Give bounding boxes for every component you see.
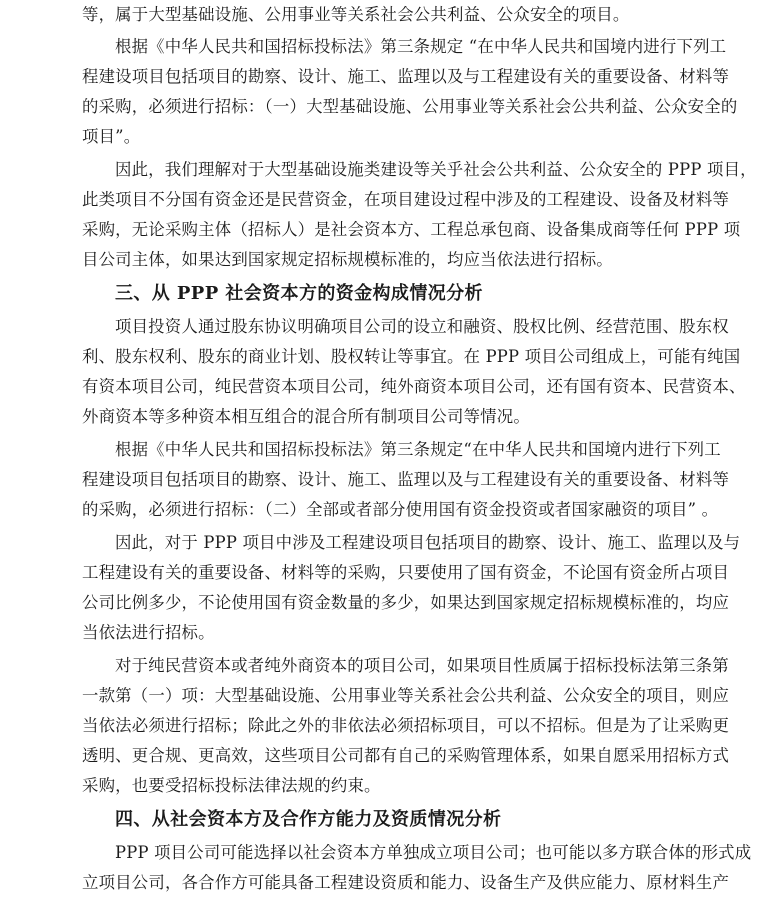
- paragraph-line: 一款第（一）项：大型基础设施、公用事业等关系社会公共利益、公众安全的项目，则应: [82, 686, 730, 705]
- paragraph-line: PPP 项目公司可能选择以社会资本方单独成立项目公司；也可能以多方联合体的形式成: [115, 843, 752, 862]
- paragraph-line: 根据《中华人民共和国招标投标法》第三条规定 “在中华人民共和国境内进行下列工: [115, 37, 727, 56]
- paragraph-line: 透明、更合规、更高效，这些项目公司都有自己的采购管理体系，如果自愿采用招标方式: [82, 746, 730, 765]
- paragraph-line: 有资本项目公司，纯民营资本项目公司，纯外商资本项目公司，还有国有资本、民营资本、: [82, 377, 746, 396]
- paragraph-line: 对于纯民营资本或者纯外商资本的项目公司，如果项目性质属于招标投标法第三条第: [115, 656, 729, 675]
- paragraph-line: 程建设项目包括项目的勘察、设计、施工、监理以及与工程建设有关的重要设备、材料等: [82, 67, 730, 86]
- paragraph-line: 项目”。: [82, 127, 141, 146]
- paragraph-line: 因此，对于 PPP 项目中涉及工程建设项目包括项目的勘察、设计、施工、监理以及与: [115, 533, 741, 552]
- paragraph-line: 当依法必须进行招标；除此之外的非依法必须招标项目，可以不招标。但是为了让采购更: [82, 716, 730, 735]
- paragraph-line: 采购，也要受招标投标法律法规的约束。: [82, 776, 381, 795]
- paragraph-line: 因此，我们理解对于大型基础设施类建设等关乎社会公共利益、公众安全的 PPP 项目，: [115, 160, 757, 179]
- paragraph-line: 外商资本等多种资本相互组合的混合所有制项目公司等情况。: [82, 407, 530, 426]
- paragraph-line: 立项目公司，各合作方可能具备工程建设资质和能力、设备生产及供应能力、原材料生产: [82, 873, 730, 892]
- paragraph-line: 的采购，必须进行招标：（二）全部或者部分使用国有资金投资或者国家融资的项目” 。: [82, 500, 719, 519]
- paragraph-line: 公司比例多少，不论使用国有资金数量的多少，如果达到国家规定招标规模标准的，均应: [82, 593, 730, 612]
- paragraph-line: 根据《中华人民共和国招标投标法》第三条规定“在中华人民共和国境内进行下列工: [115, 440, 721, 459]
- paragraph-line: 当依法进行招标。: [82, 623, 215, 642]
- paragraph-line: 等，属于大型基础设施、公用事业等关系社会公共利益、公众安全的项目。: [82, 5, 630, 24]
- section-heading-4: 四、从社会资本方及合作方能力及资质情况分析: [115, 809, 502, 830]
- paragraph-line: 的采购，必须进行招标：（一）大型基础设施、公用事业等关系社会公共利益、公众安全的: [82, 97, 738, 116]
- paragraph-line: 目公司主体，如果达到国家规定招标规模标准的，均应当依法进行招标。: [82, 250, 613, 269]
- paragraph-line: 利、股东权利、股东的商业计划、股权转让等事宜。在 PPP 项目公司组成上，可能有纯国: [82, 347, 741, 366]
- paragraph-line: 采购，无论采购主体（招标人）是社会资本方、工程总承包商、设备集成商等任何 PPP 项: [82, 220, 741, 239]
- section-heading-3: 三、从 PPP 社会资本方的资金构成情况分析: [115, 283, 483, 304]
- paragraph-line: 程建设项目包括项目的勘察、设计、施工、监理以及与工程建设有关的重要设备、材料等: [82, 470, 730, 489]
- paragraph-line: 此类项目不分国有资金还是民营资金，在项目建设过程中涉及的工程建设、设备及材料等: [82, 190, 730, 209]
- paragraph-line: 项目投资人通过股东协议明确项目公司的设立和融资、股权比例、经营范围、股东权: [115, 317, 729, 336]
- paragraph-line: 工程建设有关的重要设备、材料等的采购，只要使用了国有资金，不论国有资金所占项目: [82, 563, 730, 582]
